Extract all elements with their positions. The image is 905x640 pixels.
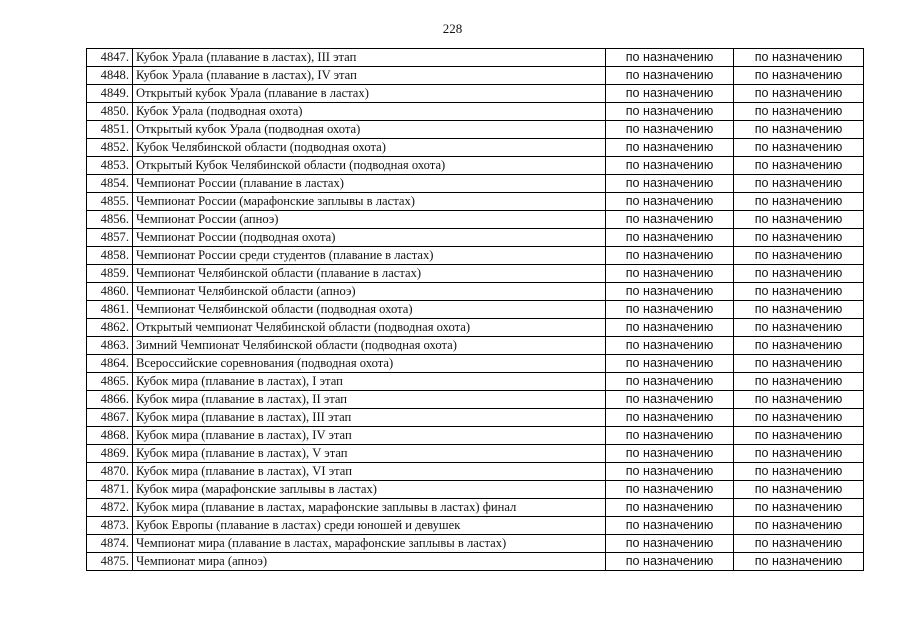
event-name: Чемпионат России (апноэ) [133,211,606,229]
table-row [87,229,864,247]
first-column-value: по назначению [606,355,734,373]
events-table [86,48,864,571]
event-name: Кубок Урала (плавание в ластах), IV этап [133,67,606,85]
first-column-value: по назначению [606,499,734,517]
table-row [87,427,864,445]
event-name: Чемпионат России (марафонские заплывы в ластах) [133,193,606,211]
row-number: 4847. [87,49,133,67]
row-number: 4848. [87,67,133,85]
second-column-value: по назначению [734,85,864,103]
table-row [87,319,864,337]
row-number: 4851. [87,121,133,139]
event-name: Открытый Кубок Челябинской области (подводная охота) [133,157,606,175]
second-column-value: по назначению [734,409,864,427]
second-column-value: по назначению [734,355,864,373]
row-number: 4868. [87,427,133,445]
second-column-value: по назначению [734,553,864,571]
first-column-value: по назначению [606,139,734,157]
first-column-value: по назначению [606,85,734,103]
table-row [87,355,864,373]
first-column-value: по назначению [606,463,734,481]
second-column-value: по назначению [734,283,864,301]
row-number: 4854. [87,175,133,193]
row-number: 4856. [87,211,133,229]
table-row [87,517,864,535]
second-column-value: по назначению [734,535,864,553]
event-name: Кубок мира (плавание в ластах), VI этап [133,463,606,481]
table-row [87,535,864,553]
event-name: Кубок мира (плавание в ластах), V этап [133,445,606,463]
second-column-value: по назначению [734,265,864,283]
first-column-value: по назначению [606,67,734,85]
second-column-value: по назначению [734,499,864,517]
event-name: Чемпионат Челябинской области (апноэ) [133,283,606,301]
row-number: 4866. [87,391,133,409]
row-number: 4870. [87,463,133,481]
events-table-body [87,49,864,571]
second-column-value: по назначению [734,49,864,67]
row-number: 4863. [87,337,133,355]
event-name: Кубок Урала (подводная охота) [133,103,606,121]
event-name: Чемпионат Челябинской области (плавание в ластах) [133,265,606,283]
table-row [87,391,864,409]
event-name: Кубок Челябинской области (подводная охота) [133,139,606,157]
first-column-value: по назначению [606,373,734,391]
event-name: Кубок Европы (плавание в ластах) среди юношей и девушек [133,517,606,535]
event-name: Чемпионат Челябинской области (подводная охота) [133,301,606,319]
table-row [87,103,864,121]
row-number: 4853. [87,157,133,175]
table-row [87,247,864,265]
event-name: Чемпионат мира (плавание в ластах, марафонские заплывы в ластах) [133,535,606,553]
second-column-value: по назначению [734,337,864,355]
row-number: 4860. [87,283,133,301]
row-number: 4864. [87,355,133,373]
event-name: Кубок мира (плавание в ластах), III этап [133,409,606,427]
row-number: 4875. [87,553,133,571]
row-number: 4861. [87,301,133,319]
event-name: Кубок мира (плавание в ластах, марафонские заплывы в ластах) финал [133,499,606,517]
second-column-value: по назначению [734,175,864,193]
row-number: 4869. [87,445,133,463]
second-column-value: по назначению [734,445,864,463]
table-row [87,499,864,517]
first-column-value: по назначению [606,211,734,229]
event-name: Кубок мира (плавание в ластах), I этап [133,373,606,391]
row-number: 4862. [87,319,133,337]
second-column-value: по назначению [734,427,864,445]
second-column-value: по назначению [734,301,864,319]
second-column-value: по назначению [734,319,864,337]
first-column-value: по назначению [606,103,734,121]
table-row [87,301,864,319]
row-number: 4871. [87,481,133,499]
table-row [87,265,864,283]
table-row [87,49,864,67]
table-row [87,67,864,85]
event-name: Зимний Чемпионат Челябинской области (подводная охота) [133,337,606,355]
first-column-value: по назначению [606,481,734,499]
first-column-value: по назначению [606,553,734,571]
event-name: Кубок мира (плавание в ластах), IV этап [133,427,606,445]
table-row [87,337,864,355]
event-name: Открытый кубок Урала (подводная охота) [133,121,606,139]
table-row [87,139,864,157]
first-column-value: по назначению [606,283,734,301]
second-column-value: по назначению [734,211,864,229]
row-number: 4872. [87,499,133,517]
second-column-value: по назначению [734,193,864,211]
first-column-value: по назначению [606,175,734,193]
first-column-value: по назначению [606,409,734,427]
row-number: 4867. [87,409,133,427]
row-number: 4874. [87,535,133,553]
first-column-value: по назначению [606,247,734,265]
event-name: Открытый чемпионат Челябинской области (подводная охота) [133,319,606,337]
second-column-value: по назначению [734,463,864,481]
first-column-value: по назначению [606,193,734,211]
table-row [87,175,864,193]
second-column-value: по назначению [734,229,864,247]
event-name: Всероссийские соревнования (подводная охота) [133,355,606,373]
second-column-value: по назначению [734,481,864,499]
table-row [87,481,864,499]
table-row [87,445,864,463]
second-column-value: по назначению [734,67,864,85]
first-column-value: по назначению [606,445,734,463]
second-column-value: по назначению [734,139,864,157]
row-number: 4857. [87,229,133,247]
table-row [87,373,864,391]
table-row [87,157,864,175]
first-column-value: по назначению [606,535,734,553]
event-name: Чемпионат России (плавание в ластах) [133,175,606,193]
table-row [87,553,864,571]
row-number: 4858. [87,247,133,265]
table-row [87,409,864,427]
event-name: Чемпионат России среди студентов (плавание в ластах) [133,247,606,265]
second-column-value: по назначению [734,517,864,535]
page-number: 228 [442,21,463,36]
second-column-value: по назначению [734,247,864,265]
first-column-value: по назначению [606,517,734,535]
table-row [87,193,864,211]
row-number: 4859. [87,265,133,283]
second-column-value: по назначению [734,373,864,391]
row-number: 4852. [87,139,133,157]
event-name: Чемпионат мира (апноэ) [133,553,606,571]
row-number: 4850. [87,103,133,121]
first-column-value: по назначению [606,265,734,283]
first-column-value: по назначению [606,121,734,139]
table-row [87,463,864,481]
event-name: Кубок мира (плавание в ластах), II этап [133,391,606,409]
row-number: 4855. [87,193,133,211]
second-column-value: по назначению [734,157,864,175]
first-column-value: по назначению [606,319,734,337]
event-name: Чемпионат России (подводная охота) [133,229,606,247]
first-column-value: по назначению [606,427,734,445]
event-name: Открытый кубок Урала (плавание в ластах) [133,85,606,103]
row-number: 4849. [87,85,133,103]
first-column-value: по назначению [606,301,734,319]
first-column-value: по назначению [606,337,734,355]
table-row [87,85,864,103]
event-name: Кубок Урала (плавание в ластах), III этап [133,49,606,67]
first-column-value: по назначению [606,157,734,175]
first-column-value: по назначению [606,49,734,67]
second-column-value: по назначению [734,391,864,409]
table-row [87,283,864,301]
row-number: 4873. [87,517,133,535]
first-column-value: по назначению [606,391,734,409]
table-row [87,211,864,229]
second-column-value: по назначению [734,103,864,121]
row-number: 4865. [87,373,133,391]
first-column-value: по назначению [606,229,734,247]
second-column-value: по назначению [734,121,864,139]
table-row [87,121,864,139]
event-name: Кубок мира (марафонские заплывы в ластах) [133,481,606,499]
